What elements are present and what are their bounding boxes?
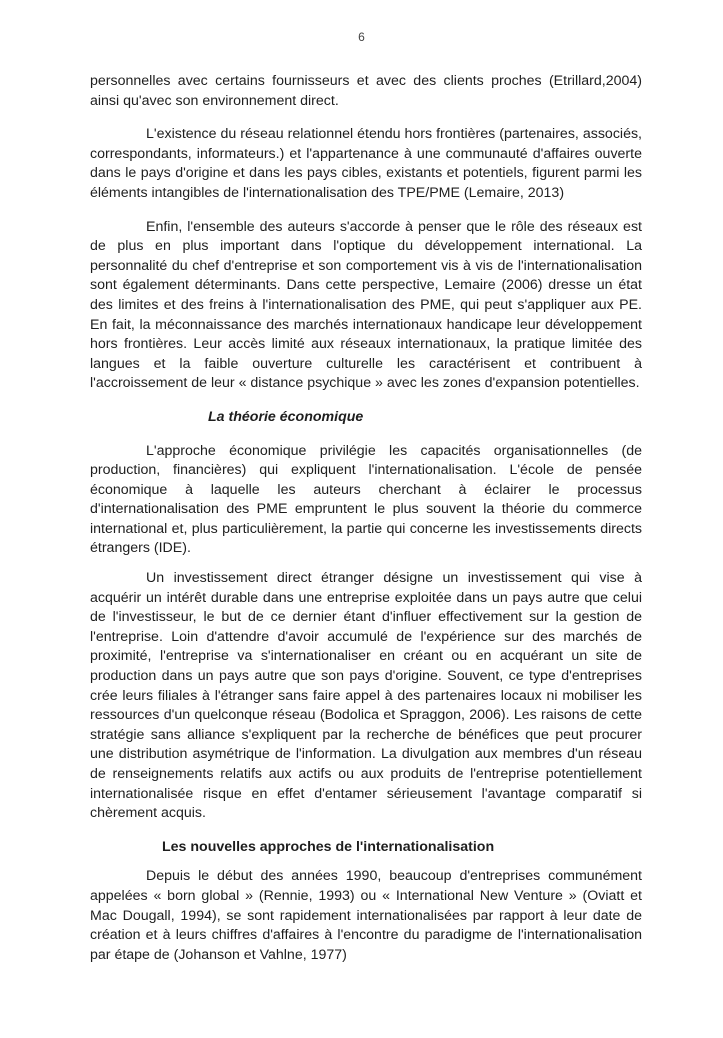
paragraph-foreign-direct-investment: Un investissement direct étranger désigne un investissement qui vise à acquérir un intérêt durable dans une entreprise exploitée dans un pays autre que celui de l'investisseur, le but de ce dernier étant d'influer effectivement sur la gestion de l'entreprise. Loin d'attendre d'avoir accumulé de l'expérience sur des marchés de proximité, l'entreprise va s'internationaliser en créant ou en acquérant un site de production dans un pays autre que son pays d'origine. Souvent, ce type d'entreprises crée leurs filiales à l'étranger sans faire appel à des partenaires locaux ni mobiliser les ressources d'un quelconque réseau (Bodolica et Spraggon, 2006). Les raisons de cette stratégie sans alliance s'expliquent par la recherche de bénéfices que peut procurer une distribution asymétrique de l'information. La divulgation aux membres d'un réseau de renseignements relatifs aux actifs ou aux produits de l'entreprise potentiellement internationalisée risque en effet d'entamer sérieusement l'avantage comparatif si chèrement acquis. [90,570,642,822]
paragraph-networks-role: Enfin, l'ensemble des auteurs s'accorde à penser que le rôle des réseaux est de plus en plus important dans l'optique du développement international. La personnalité du chef d'entreprise et son comportement vis à vis de l'internationalisation sont également déterminants. Dans cette perspective, Lemaire (2006) dresse un état des limites et des freins à l'internationalisation des PME, qui peut s'appliquer aux PE. En fait, la méconnaissance des marchés internationaux handicape leur développement hors frontières. Leur accès limité aux réseaux internationaux, la pratique limitée des langues et la faible ouverture culturelle les caractérisent et contribuent à l'accroissement de leur « distance psychique » avec les zones d'expansion potentielles. [90,218,642,392]
document-body [90,72,642,965]
paragraph-economic-approach: L'approche économique privilégie les capacités organisationnelles (de production, financières) qui expliquent l'internationalisation. L'école de pensée économique à laquelle les auteurs cherchant à éclairer le processus d'internationalisation des PME empruntent le plus souvent la théorie du commerce international et, plus particulièrement, la partie qui concerne les investissements directs étrangers (IDE). [90,442,642,557]
paragraph-networks-continued: personnelles avec certains fournisseurs et avec des clients proches (Etrillard,2004) ainsi qu'avec son environnement direct. [90,73,642,109]
paragraph-born-global: Depuis le début des années 1990, beaucoup d'entreprises communément appelées « born global » (Rennie, 1993) ou « International New Venture » (Oviatt et Mac Dougall, 1994), se sont rapidement internationalisées par rapport à leur date de création et à leurs chiffres d'affaires à l'encontre du paradigme de l'internationalisation par étape de (Johanson et Vahlne, 1977) [90,868,642,963]
heading-economic-theory: La théorie économique [208,408,364,425]
heading-new-approaches: Les nouvelles approches de l'internationalisation [162,838,495,855]
paragraph-relational-network: L'existence du réseau relationnel étendu hors frontières (partenaires, associés, correspondants, informateurs.) et l'appartenance à une communauté d'affaires ouverte dans le pays d'origine et dans les pays cibles, existants et potentiels, figurent parmi les éléments intangibles de l'internationalisation des TPE/PME (Lemaire, 2013) [90,126,642,201]
page-number: 6 [358,30,365,44]
